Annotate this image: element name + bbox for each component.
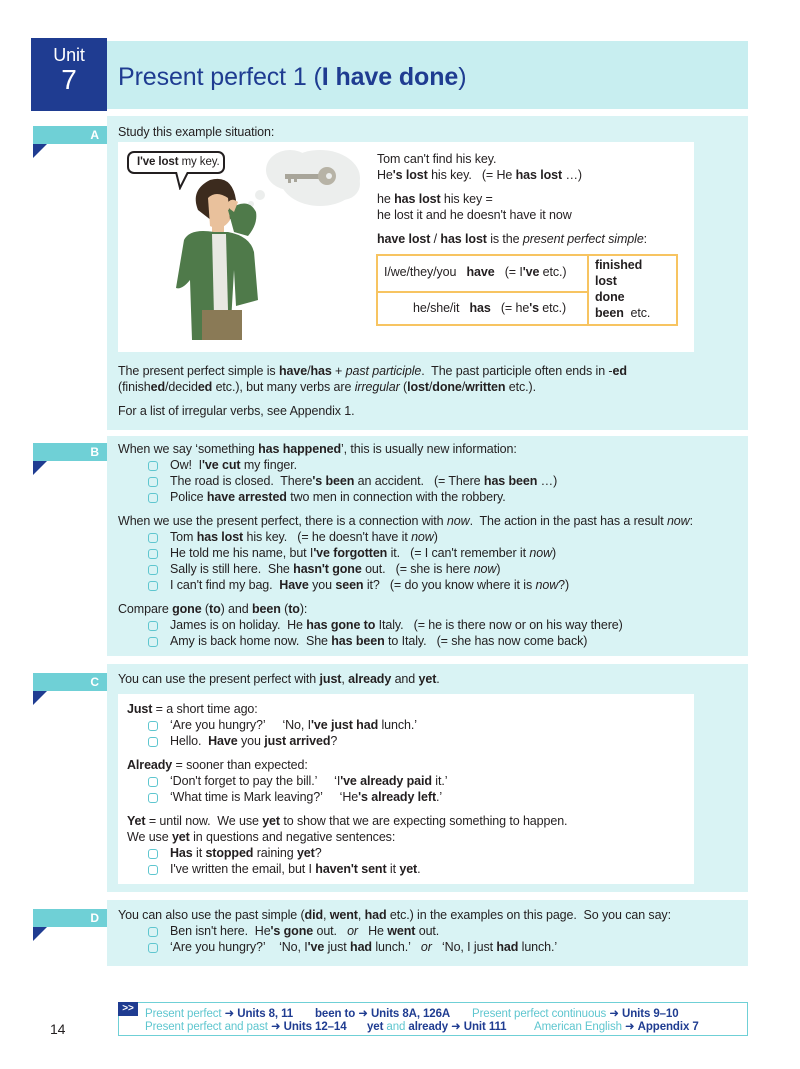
xref-present-perfect[interactable]: Present perfect ➜ Units 8, 11 <box>145 1008 294 1020</box>
bullet-icon <box>148 927 158 937</box>
example-d1: Ben isn't here. He's gone out. or He went out. <box>170 924 440 938</box>
just-definition: Just = a short time ago: <box>127 702 258 716</box>
section-b-tab: B <box>33 443 107 461</box>
section-b-intro-1: When we say ‘something has happened’, this is usually new information: <box>118 442 517 456</box>
bullet-icon <box>148 793 158 803</box>
unit-badge <box>31 38 107 111</box>
example-b4: Tom has lost his key. (= he doesn't have it now) <box>170 530 438 544</box>
bullet-icon <box>148 533 158 543</box>
xref-yet-and-already[interactable]: yet and already ➜ Unit 111 <box>367 1021 507 1033</box>
speech-bubble-tail-icon <box>172 172 192 190</box>
bullet-icon <box>148 493 158 503</box>
example-b7: I can't find my bag. Have you seen it? (= do you know where it is now?) <box>170 578 570 592</box>
section-a-intro: Study this example situation: <box>118 125 275 139</box>
story-line-5: have lost / has lost is the present perfect simple: <box>377 232 648 246</box>
section-c-tab: C <box>33 673 107 691</box>
xref-been-to[interactable]: been to ➜ Units 8A, 126A <box>315 1008 451 1020</box>
page-number: 14 <box>50 1021 66 1037</box>
section-c-intro: You can use the present perfect with just, already and yet. <box>118 672 440 686</box>
story-line-4: he lost it and he doesn't have it now <box>377 208 572 222</box>
bullet-icon <box>148 943 158 953</box>
example-c6: I've written the email, but I haven't sent it yet. <box>170 862 421 876</box>
example-b2: The road is closed. There's been an accident. (= There has been …) <box>170 474 558 488</box>
section-a-note-3: For a list of irregular verbs, see Appendix 1. <box>118 404 355 418</box>
section-b-corner <box>33 461 47 475</box>
bullet-icon <box>148 621 158 631</box>
example-b8: James is on holiday. He has gone to Italy. (= he is there now or on his way there) <box>170 618 623 632</box>
page-title <box>118 60 466 94</box>
story-line-3: he has lost his key = <box>377 192 493 206</box>
bullet-icon <box>148 777 158 787</box>
right-arrow-icon: ➜ <box>609 1008 619 1020</box>
section-b-intro-3: Compare gone (to) and been (to): <box>118 602 308 616</box>
section-d-intro: You can also use the past simple (did, went, had etc.) in the examples on this page. So you can say: <box>118 908 671 922</box>
participle-lost: lost <box>595 274 617 288</box>
bullet-icon <box>148 865 158 875</box>
bullet-icon <box>148 477 158 487</box>
example-b3: Police have arrested two men in connection with the robbery. <box>170 490 506 504</box>
right-arrow-icon: ➜ <box>451 1021 461 1033</box>
example-c5: Has it stopped raining yet? <box>170 846 322 860</box>
example-c4: ‘What time is Mark leaving?’ ‘He's already left.’ <box>170 790 443 804</box>
right-arrow-icon: ➜ <box>224 1008 235 1020</box>
section-a-note-1: The present perfect simple is have/has + past participle. The past participle often ends in -ed <box>118 364 627 378</box>
right-arrow-icon: ➜ <box>625 1021 635 1033</box>
bullet-icon <box>148 721 158 731</box>
page-title-text: Present perfect 1 (I have done) <box>118 63 467 91</box>
unit-label: Unit <box>53 45 85 65</box>
right-arrow-icon: ➜ <box>358 1008 368 1020</box>
table-row-1: I/we/they/you have (= I've etc.) <box>384 265 567 279</box>
bullet-icon <box>148 461 158 471</box>
section-a-note-2: (finished/decided etc.), but many verbs are irregular (lost/done/written etc.). <box>118 380 536 394</box>
table-row-2: he/she/it has (= he's etc.) <box>413 301 567 315</box>
example-b1: Ow! I've cut my finger. <box>170 458 298 472</box>
example-c1: ‘Are you hungry?’ ‘No, I've just had lunch.’ <box>170 718 417 732</box>
participle-been: been etc. <box>595 306 651 320</box>
example-b6: Sally is still here. She hasn't gone out. (= she is here now) <box>170 562 501 576</box>
participle-done: done <box>595 290 625 304</box>
already-definition: Already = sooner than expected: <box>127 758 308 772</box>
bullet-icon <box>148 637 158 647</box>
example-d2: ‘Are you hungry?’ ‘No, I've just had lunch.’ or ‘No, I just had lunch.’ <box>170 940 558 954</box>
bullet-icon <box>148 549 158 559</box>
xref-american-english[interactable]: American English ➜ Appendix 7 <box>534 1021 699 1033</box>
example-c3: ‘Don't forget to pay the bill.’ ‘I've already paid it.’ <box>170 774 448 788</box>
section-c-corner <box>33 691 47 705</box>
unit-number: 7 <box>61 64 77 95</box>
cross-reference-marker-icon: >> <box>118 1002 138 1016</box>
right-arrow-icon: ➜ <box>271 1021 281 1033</box>
bullet-icon <box>148 737 158 747</box>
example-c2: Hello. Have you just arrived? <box>170 734 338 748</box>
speech-bubble <box>127 151 225 174</box>
bullet-icon <box>148 581 158 591</box>
xref-present-perfect-and-past[interactable]: Present perfect and past ➜ Units 12–14 <box>145 1021 347 1033</box>
story-line-1: Tom can't find his key. <box>377 152 497 166</box>
section-d-corner <box>33 927 47 941</box>
yet-definition-1: Yet = until now. We use yet to show that we are expecting something to happen. <box>127 814 568 828</box>
bullet-icon <box>148 565 158 575</box>
section-d-tab: D <box>33 909 107 927</box>
speech-bubble-text: I've lost my key. <box>137 156 220 168</box>
example-b9: Amy is back home now. She has been to Italy. (= she has now come back) <box>170 634 588 648</box>
section-a-corner <box>33 144 47 158</box>
man-figure <box>176 179 258 340</box>
yet-definition-2: We use yet in questions and negative sentences: <box>127 830 396 844</box>
section-b-intro-2: When we use the present perfect, there is a connection with now. The action in the past has a result now: <box>118 514 693 528</box>
participle-finished: finished <box>595 258 643 272</box>
xref-present-perfect-continuous[interactable]: Present perfect continuous ➜ Units 9–10 <box>472 1008 679 1020</box>
bullet-icon <box>148 849 158 859</box>
story-line-2: He's lost his key. (= He has lost …) <box>377 168 582 182</box>
section-a-tab: A <box>33 126 107 144</box>
example-b5: He told me his name, but I've forgotten it. (= I can't remember it now) <box>170 546 557 560</box>
